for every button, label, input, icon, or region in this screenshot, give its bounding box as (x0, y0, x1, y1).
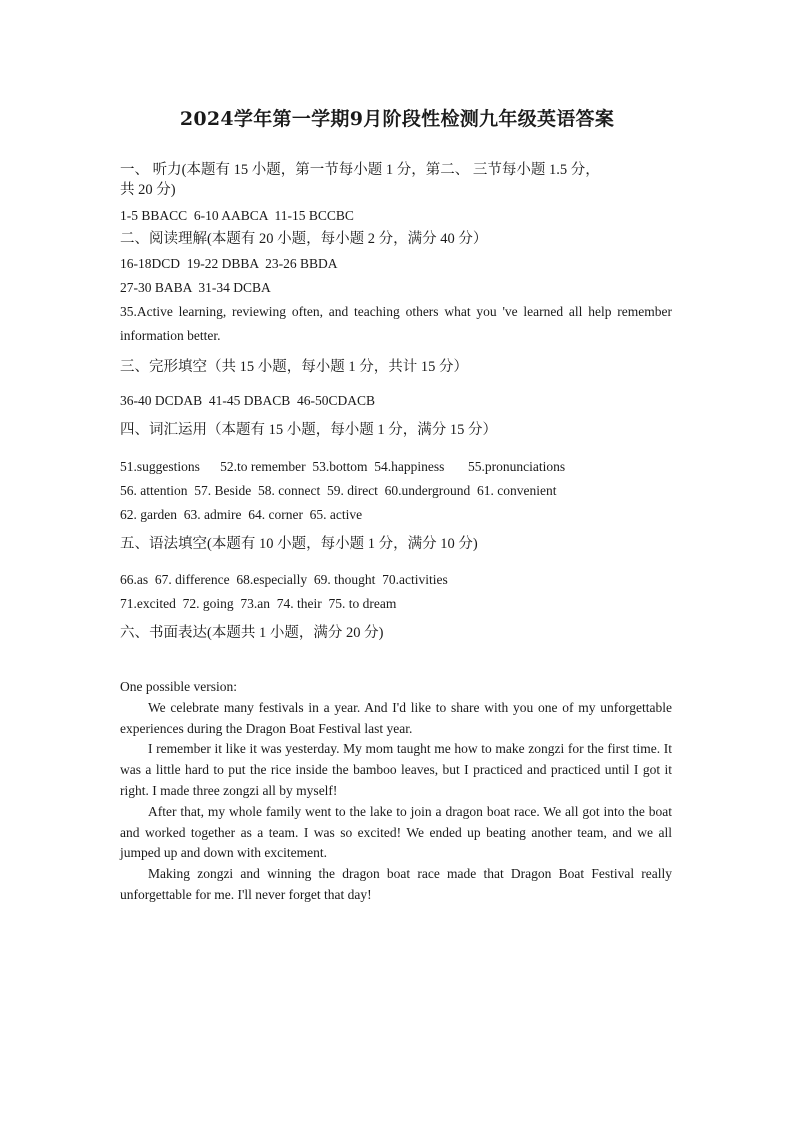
reading-answers-1: 16-18DCD 19-22 DBBA 23-26 BBDA (120, 256, 338, 271)
vocabulary-heading: 四、词汇运用（本题有 15 小题，每小题 1 分，满分 15 分） (120, 422, 497, 438)
sample-essay (120, 677, 672, 906)
cloze-answers: 36-40 DCDAB 41-45 DBACB 46-50CDACB (120, 393, 376, 408)
reading-answers-2: 27-30 BABA 31-34 DCBA (120, 280, 271, 295)
listening-heading-cont: 共 20 分) (120, 182, 176, 198)
essay-paragraph: Making zongzi and winning the dragon boat race made that Dragon Boat Festival really unforgettable for me. I'll never forget that day! (120, 866, 672, 902)
writing-heading: 六、书面表达(本题共 1 小题，满分 20 分) (120, 625, 384, 641)
vocabulary-answers-2: 56. attention 57. Beside 58. connect 59. direct 60.underground 61. convenient (120, 483, 557, 498)
cloze-heading: 三、完形填空（共 15 小题，每小题 1 分，共计 15 分） (120, 359, 468, 375)
vocabulary-answers-1: 51.suggestions 52.to remember 53.bottom 54.happiness 55.pronunciations (120, 459, 566, 474)
grammar-answers-2: 71.excited 72. going 73.an 74. their 75. to dream (120, 596, 397, 611)
grammar-heading: 五、语法填空(本题有 10 小题，每小题 1 分，满分 10 分) (120, 536, 478, 552)
page-title: 2024学年第一学期9月阶段性检测九年级英语答案 (179, 108, 615, 130)
essay-intro: One possible version: (120, 679, 237, 694)
reading-heading: 二、阅读理解(本题有 20 小题，每小题 2 分，满分 40 分） (120, 231, 488, 247)
grammar-answers-1: 66.as 67. difference 68.especially 69. thought 70.activities (120, 572, 448, 587)
listening-answers: 1-5 BBACC 6-10 AABCA 11-15 BCCBC (120, 208, 354, 223)
vocabulary-answers-3: 62. garden 63. admire 64. corner 65. active (120, 507, 363, 522)
reading-q35-answer: 35.Active learning, reviewing often, and teaching others what you 've learned all help remember information better. (120, 304, 672, 343)
essay-paragraph: After that, my whole family went to the lake to join a dragon boat race. We all got into the boat and worked together as a team. I was so excited! We ended up beating another team, and we all jumped up and down with excitement. (120, 803, 672, 861)
listening-heading: 一、 听力(本题有 15 小题，第一节每小题 1 分，第二、 三节每小题 1.5 分， (120, 162, 600, 178)
essay-paragraph: We celebrate many festivals in a year. And I'd like to share with you one of my unforgettable experiences during the Dragon Boat Festival last year. (120, 699, 672, 736)
essay-paragraph: I remember it like it was yesterday. My mom taught me how to make zongzi for the first time. It was a little hard to put the rice inside the bamboo leaves, but I practiced and practiced until I got it right. I made three zongzi all by myself! (120, 741, 672, 798)
